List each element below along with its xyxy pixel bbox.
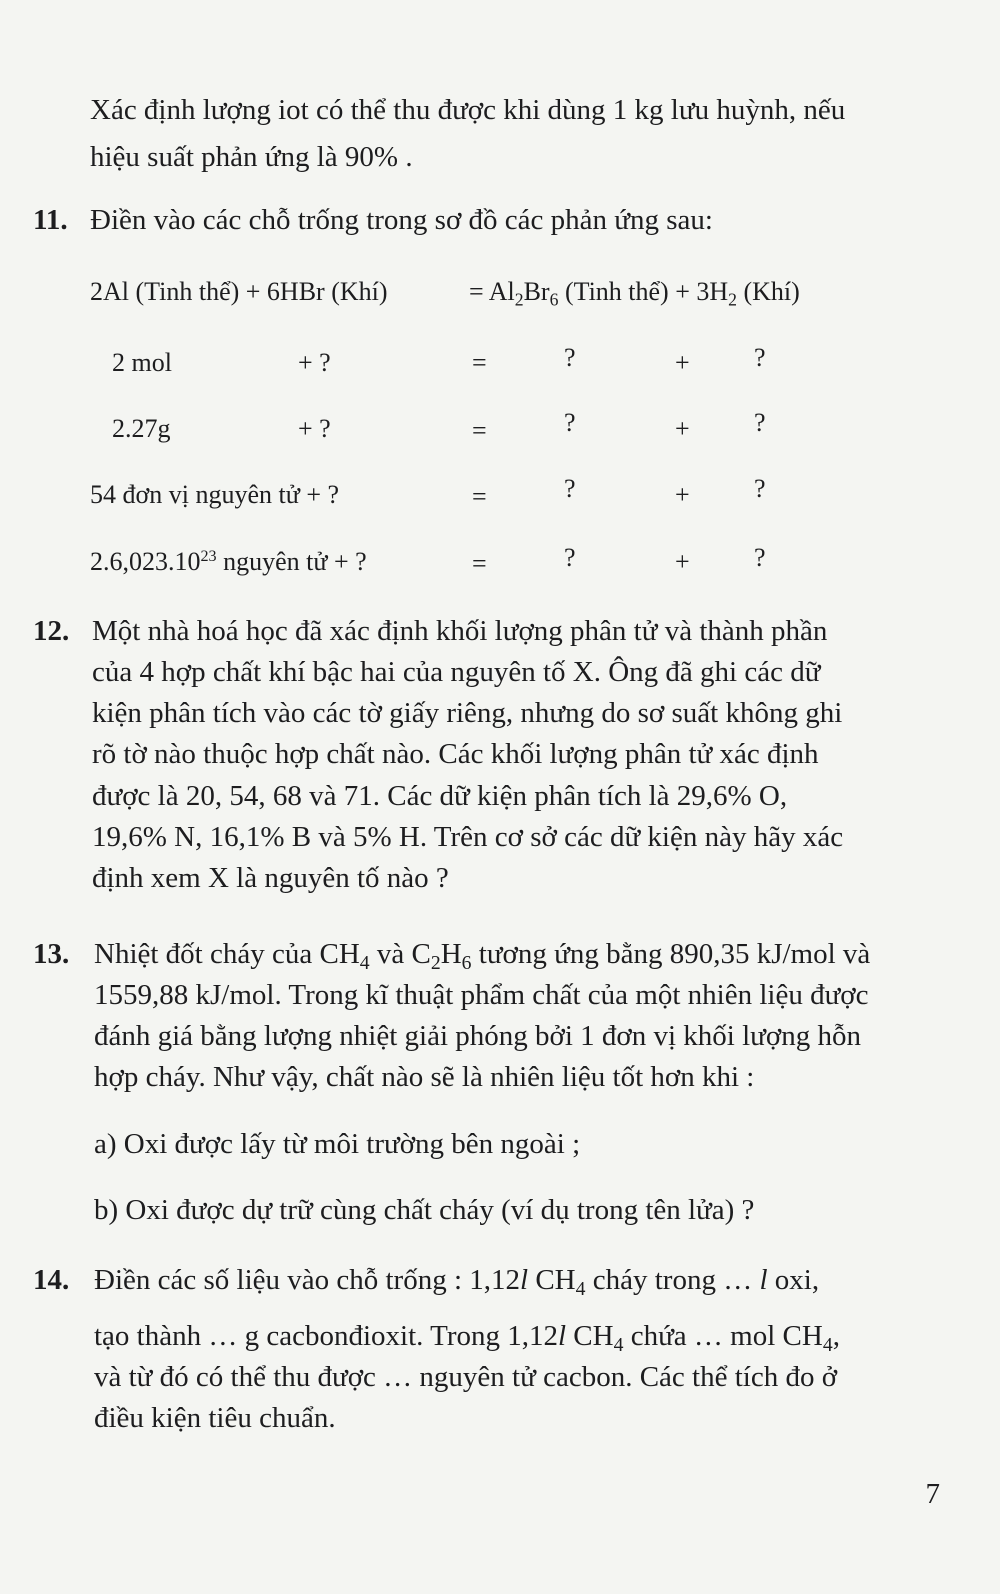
row-amount: 2.27g (112, 414, 171, 443)
row-plus: + (675, 348, 690, 377)
row-blank: ? (754, 408, 766, 437)
q13-option-a: a) Oxi được lấy từ môi trường bên ngoài ; (94, 1128, 581, 1160)
q12-line: 19,6% N, 16,1% B và 5% H. Trên cơ sở các dữ kiện này hãy xác (92, 821, 844, 853)
q12-line: Một nhà hoá học đã xác định khối lượng phân tử và thành phần (92, 615, 828, 647)
q12-line: kiện phân tích vào các tờ giấy riêng, nhưng do sơ suất không ghi (92, 697, 843, 729)
q13-line: 1559,88 kJ/mol. Trong kĩ thuật phẩm chất của một nhiên liệu được (94, 979, 869, 1011)
q11-equation-rhs: = $Al_2Br_6$ (Tinh thể) + $3H_2$ (Khí) (469, 277, 800, 310)
q14-line: tạo thành … g cacbonđioxit. Trong 1,12l $CH_4$ chứa … mol $CH_4$, (94, 1320, 840, 1356)
q12-line: định xem X là nguyên tố nào ? (92, 862, 449, 894)
question-number: 14. (33, 1264, 70, 1296)
row-blank: ? (564, 543, 576, 572)
row-blank: ? (564, 474, 576, 503)
row-equals: = (472, 482, 487, 511)
row-equals: = (472, 549, 487, 578)
q13-line: Nhiệt đốt cháy của $CH_4$ và $C_2H_6$ tương ứng bằng 890,35 kJ/mol và (94, 938, 871, 974)
row-plus: + (675, 547, 690, 576)
row-equals: = (472, 348, 487, 377)
row-blank: ? (754, 474, 766, 503)
row-amount: 54 đơn vị nguyên tử + ? (90, 480, 340, 509)
q13-line: hợp cháy. Như vậy, chất nào sẽ là nhiên liệu tốt hơn khi : (94, 1061, 755, 1093)
q13-line: đánh giá bằng lượng nhiệt giải phóng bởi 1 đơn vị khối lượng hỗn (94, 1020, 861, 1052)
q12-line: rõ tờ nào thuộc hợp chất nào. Các khối lượng phân tử xác định (92, 738, 819, 770)
q14-line: và từ đó có thể thu được … nguyên tử cacbon. Các thể tích đo ở (94, 1361, 838, 1393)
row-plus: + ? (298, 414, 331, 443)
row-plus: + (675, 414, 690, 443)
question-number: 13. (33, 938, 70, 970)
q14-line: Điền các số liệu vào chỗ trống : 1,12l $CH_4$ cháy trong … l oxi, (94, 1264, 820, 1300)
page-number: 7 (925, 1478, 940, 1510)
q14-line: điều kiện tiêu chuẩn. (94, 1402, 336, 1434)
q11-equation: 2Al (Tinh thể) + 6HBr (Khí) (90, 277, 388, 306)
row-blank: ? (754, 343, 766, 372)
question-number: 12. (33, 615, 70, 647)
q11-text: Điền vào các chỗ trống trong sơ đồ các phản ứng sau: (90, 204, 713, 236)
question-number: 11. (33, 204, 68, 236)
intro-line-2: hiệu suất phản ứng là 90% . (90, 141, 413, 173)
row-blank: ? (564, 408, 576, 437)
row-amount: 2.6,023.10$^{23}$ nguyên tử + ? (90, 547, 367, 576)
q13-option-b: b) Oxi được dự trữ cùng chất cháy (ví dụ trong tên lửa) ? (94, 1194, 755, 1226)
intro-line-1: Xác định lượng iot có thể thu được khi dùng 1 kg lưu huỳnh, nếu (90, 94, 846, 126)
row-plus: + ? (298, 348, 331, 377)
row-blank: ? (564, 343, 576, 372)
q12-line: được là 20, 54, 68 và 71. Các dữ kiện phân tích là 29,6% O, (92, 780, 788, 812)
row-equals: = (472, 416, 487, 445)
row-amount: 2 mol (112, 348, 172, 377)
row-blank: ? (754, 543, 766, 572)
row-plus: + (675, 480, 690, 509)
q12-line: của 4 hợp chất khí bậc hai của nguyên tố X. Ông đã ghi các dữ (92, 656, 821, 688)
